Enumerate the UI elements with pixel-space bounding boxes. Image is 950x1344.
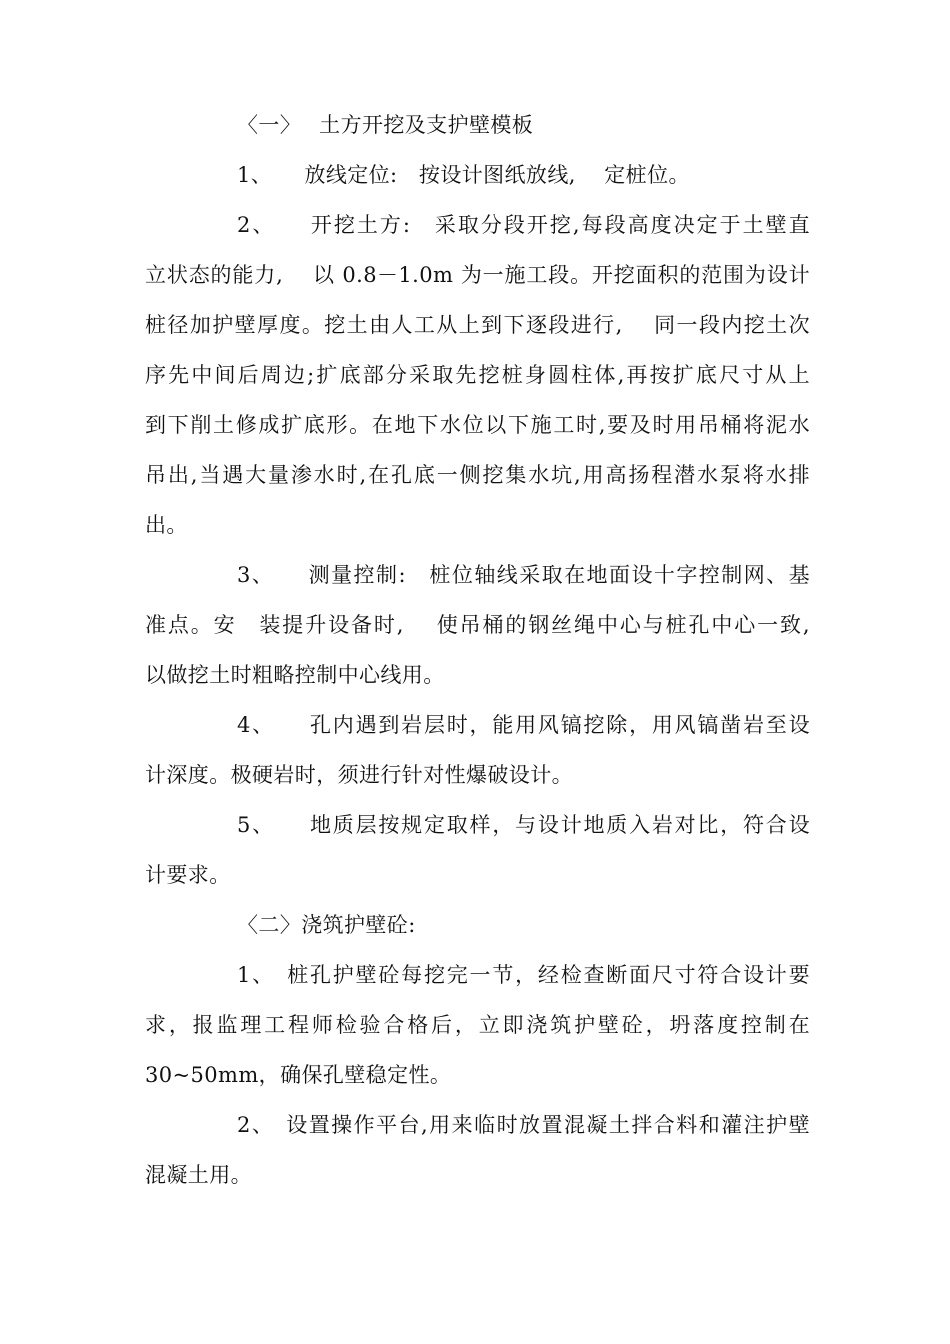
item-4-line-1: 4、 孔内遇到岩层时，能用风镐挖除，用风镐凿岩至设 (237, 713, 810, 737)
item-2-line-5: 到下削土修成扩底形。在地下水位以下施工时,要及时用吊桶将泥水 (145, 413, 810, 437)
item-b1-line-3: 30~50mm，确保孔壁稳定性。 (145, 1063, 452, 1087)
item-2-line-4: 序先中间后周边;扩底部分采取先挖桩身圆柱体,再按扩底尺寸从上 (145, 363, 810, 387)
item-2-line-2: 立状态的能力, 以 0.8－1.0m 为一施工段。开挖面积的范围为设计 (145, 263, 810, 287)
item-3-line-1: 3、 测量控制: 桩位轴线采取在地面设十字控制网、基 (237, 563, 810, 587)
item-1-line-1: 1、 放线定位: 按设计图纸放线, 定桩位。 (237, 163, 690, 187)
item-3-line-3: 以做挖土时粗略控制中心线用。 (145, 663, 445, 687)
item-3-line-2: 准点。安 装提升设备时, 使吊桶的钢丝绳中心与桩孔中心一致, (145, 613, 810, 637)
item-2-line-7: 出。 (145, 513, 188, 537)
item-5-line-1: 5、 地质层按规定取样，与设计地质入岩对比，符合设 (237, 813, 810, 837)
section-heading-2: 〈二〉浇筑护壁砼: (237, 913, 416, 937)
item-b2-line-1: 2、 设置操作平台,用来临时放置混凝土拌合料和灌注护壁 (237, 1113, 810, 1137)
item-4-line-2: 计深度。极硬岩时，须进行针对性爆破设计。 (145, 763, 573, 787)
item-2-line-3: 桩径加护壁厚度。挖土由人工从上到下逐段进行, 同一段内挖土次 (145, 313, 810, 337)
item-5-line-2: 计要求。 (145, 863, 231, 887)
section-heading-1: 〈一〉 土方开挖及支护壁模板 (237, 113, 534, 137)
item-2-line-6: 吊出,当遇大量渗水时,在孔底一侧挖集水坑,用高扬程潜水泵将水排 (145, 463, 810, 487)
item-b1-line-1: 1、 桩孔护壁砼每挖完一节，经检查断面尺寸符合设计要 (237, 963, 810, 987)
item-b1-line-2: 求，报监理工程师检验合格后，立即浇筑护壁砼，坍落度控制在 (145, 1013, 810, 1037)
item-2-line-1: 2、 开挖土方: 采取分段开挖,每段高度决定于土壁直 (237, 213, 810, 237)
item-b2-line-2: 混凝土用。 (145, 1163, 252, 1187)
